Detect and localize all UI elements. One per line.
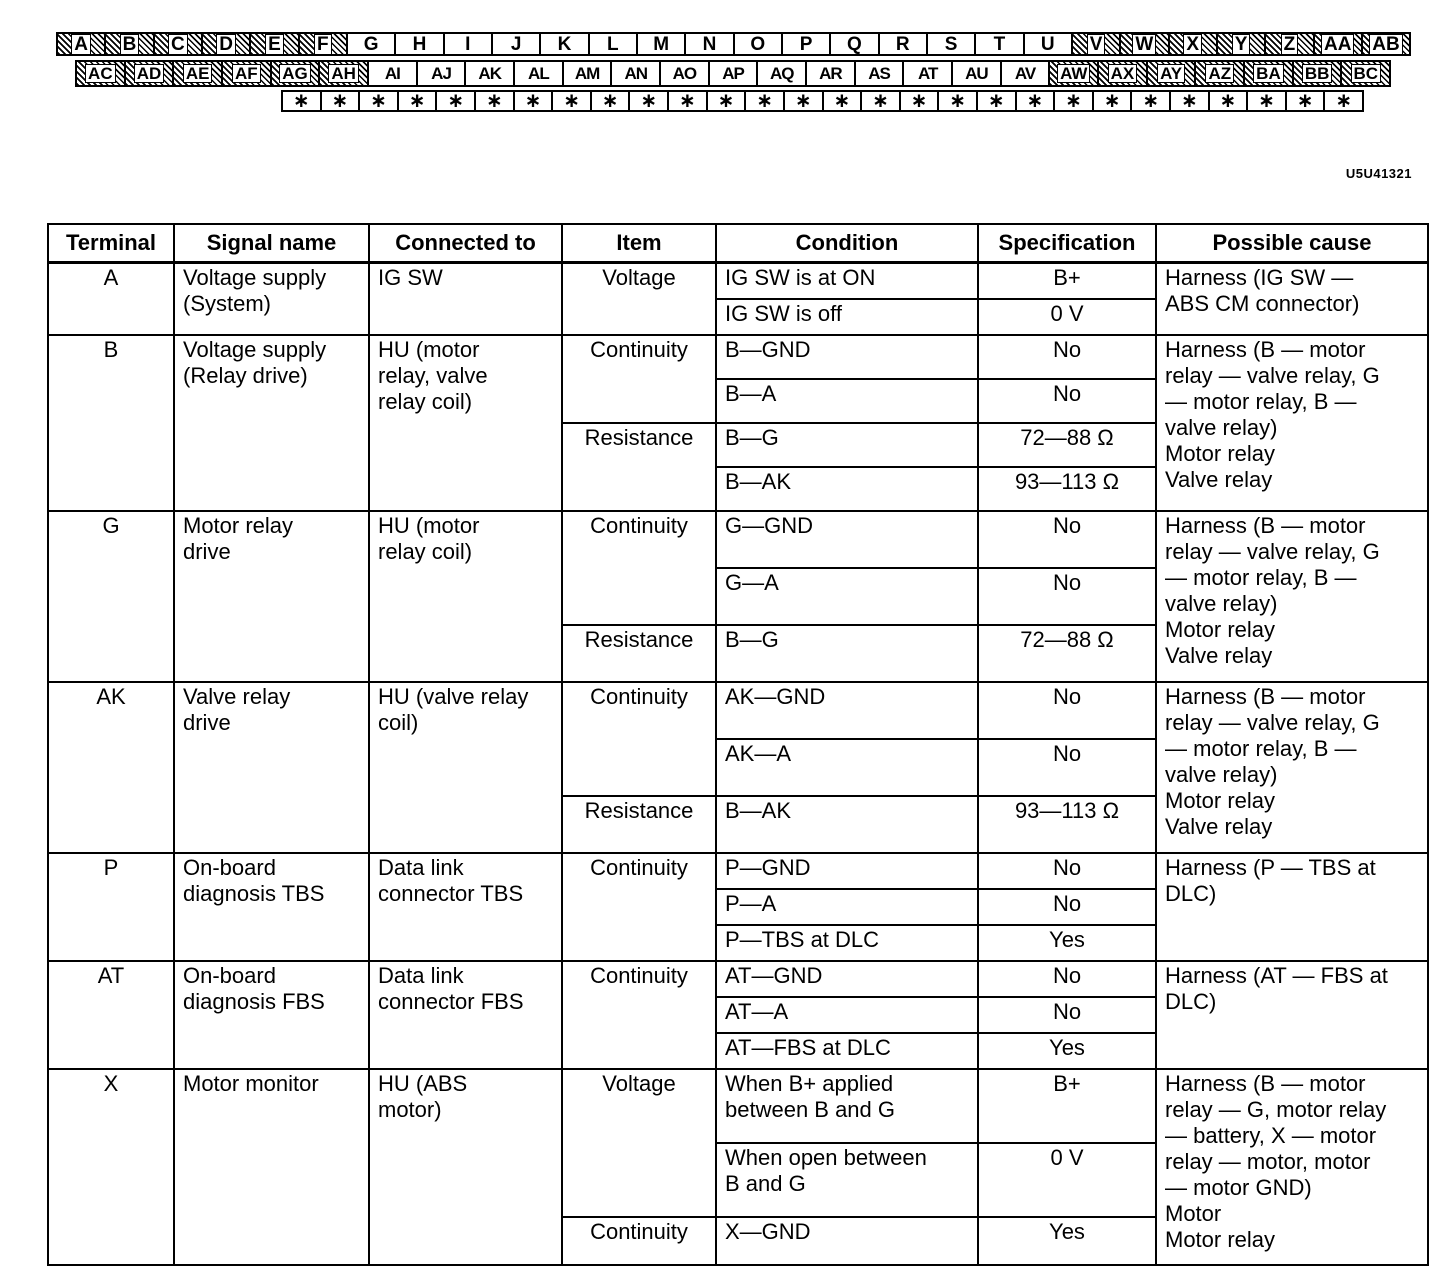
pin-label: L bbox=[606, 33, 619, 55]
pin-label: AT bbox=[918, 64, 938, 83]
pin-label: O bbox=[750, 33, 766, 55]
specification-cell: 93—113 Ω bbox=[978, 796, 1156, 853]
pin-label: AF bbox=[232, 64, 261, 83]
connector-pin bbox=[320, 90, 361, 112]
condition-cell: B—AK bbox=[716, 467, 978, 511]
connector-pin bbox=[221, 60, 272, 87]
pin-label: ∗ bbox=[833, 90, 851, 112]
connected-to-cell: Data link connector FBS bbox=[369, 961, 562, 1069]
pin-label: AC bbox=[85, 64, 116, 83]
connector-pin bbox=[124, 60, 175, 87]
header-condition: Condition bbox=[716, 224, 978, 263]
connector-pin bbox=[1053, 90, 1094, 112]
specification-cell: No bbox=[978, 379, 1156, 423]
connector-pin bbox=[733, 32, 783, 56]
signal-name-cell: On-board diagnosis TBS bbox=[174, 853, 369, 961]
condition-cell: When open between B and G bbox=[716, 1143, 978, 1217]
possible-cause-cell: Harness (B — motor relay — valve relay, G — motor relay, B — valve relay) Motor relay Valve relay bbox=[1156, 511, 1428, 682]
pin-label: V bbox=[1087, 34, 1106, 55]
connector-pin bbox=[464, 60, 515, 87]
item-cell: Continuity bbox=[562, 682, 716, 796]
connector-pin bbox=[1285, 90, 1326, 112]
specification-cell: No bbox=[978, 682, 1156, 739]
pin-label: ∗ bbox=[408, 90, 426, 112]
item-cell: Resistance bbox=[562, 796, 716, 853]
pin-label: AS bbox=[868, 64, 890, 83]
item-cell: Continuity bbox=[562, 853, 716, 961]
connector-pin bbox=[610, 60, 661, 87]
connected-to-cell: IG SW bbox=[369, 263, 562, 335]
pin-label: U bbox=[1040, 33, 1055, 55]
connector-pin bbox=[1292, 60, 1343, 87]
connector-pin bbox=[854, 60, 905, 87]
connector-pin bbox=[628, 90, 669, 112]
connector-pin bbox=[829, 32, 879, 56]
header-signal-name: Signal name bbox=[174, 224, 369, 263]
connector-pin bbox=[1313, 32, 1363, 56]
specification-cell: Yes bbox=[978, 1033, 1156, 1069]
connector-pin bbox=[902, 60, 953, 87]
pin-label: T bbox=[993, 33, 1006, 55]
pin-label: ∗ bbox=[563, 90, 580, 112]
specification-cell: 93—113 Ω bbox=[978, 467, 1156, 511]
pin-label: ∗ bbox=[756, 90, 773, 112]
pin-label: AA bbox=[1321, 34, 1354, 55]
pin-label: Z bbox=[1281, 34, 1299, 55]
pin-label: H bbox=[412, 33, 427, 55]
condition-cell: X—GND bbox=[716, 1217, 978, 1265]
specification-cell: No bbox=[978, 853, 1156, 889]
possible-cause-cell: Harness (AT — FBS at DLC) bbox=[1156, 961, 1428, 1069]
terminal-cell: A bbox=[48, 263, 174, 335]
connector-pin bbox=[201, 32, 251, 56]
connector-pin bbox=[394, 32, 444, 56]
pin-label: ∗ bbox=[1065, 90, 1082, 112]
pin-label: AW bbox=[1057, 64, 1090, 83]
pin-label: M bbox=[653, 33, 670, 55]
pin-label: ∗ bbox=[872, 90, 889, 112]
condition-cell: AK—A bbox=[716, 739, 978, 796]
pin-label: E bbox=[265, 34, 284, 55]
pin-label: AH bbox=[328, 64, 359, 83]
connector-pin bbox=[937, 90, 978, 112]
pin-label: AB bbox=[1369, 34, 1402, 55]
pin-label: ∗ bbox=[370, 90, 387, 112]
connector-pin bbox=[1015, 90, 1056, 112]
connector-pin bbox=[926, 32, 976, 56]
pin-label: K bbox=[557, 33, 572, 55]
connected-to-cell: HU (valve relay coil) bbox=[369, 682, 562, 853]
connector-pin bbox=[298, 32, 348, 56]
connector-pin bbox=[1071, 32, 1121, 56]
specification-cell: B+ bbox=[978, 263, 1156, 299]
possible-cause-cell: Harness (B — motor relay — G, motor relay — battery, X — motor relay — motor, motor — motor GND) Motor Motor relay bbox=[1156, 1069, 1428, 1265]
terminal-cell: X bbox=[48, 1069, 174, 1265]
connector-pin bbox=[684, 32, 734, 56]
pin-label: ∗ bbox=[640, 90, 658, 112]
signal-name-cell: On-board diagnosis FBS bbox=[174, 961, 369, 1069]
connector-pin bbox=[1168, 32, 1218, 56]
connected-to-cell: HU (ABS motor) bbox=[369, 1069, 562, 1265]
specification-cell: Yes bbox=[978, 925, 1156, 961]
condition-cell: IG SW is at ON bbox=[716, 263, 978, 299]
connector-pin bbox=[153, 32, 203, 56]
pin-label: ∗ bbox=[1103, 90, 1121, 112]
pin-label: ∗ bbox=[485, 90, 503, 112]
pin-label: ∗ bbox=[987, 90, 1005, 112]
connector-pin bbox=[878, 32, 928, 56]
table-row bbox=[48, 853, 1428, 889]
condition-cell: P—GND bbox=[716, 853, 978, 889]
connector-pin bbox=[783, 90, 824, 112]
pin-label: AZ bbox=[1205, 64, 1234, 83]
signal-name-cell: Motor monitor bbox=[174, 1069, 369, 1265]
connector-pin bbox=[899, 90, 940, 112]
pin-label: AK bbox=[478, 64, 501, 83]
pin-label: AU bbox=[965, 64, 988, 83]
condition-cell: IG SW is off bbox=[716, 299, 978, 335]
signal-name-cell: Voltage supply (Relay drive) bbox=[174, 335, 369, 511]
pin-label: N bbox=[702, 33, 717, 55]
connected-to-cell: HU (motor relay, valve relay coil) bbox=[369, 335, 562, 511]
condition-cell: B—AK bbox=[716, 796, 978, 853]
pin-label: AY bbox=[1157, 64, 1185, 83]
connector-pin bbox=[75, 60, 126, 87]
connector-pin bbox=[822, 90, 863, 112]
terminal-inspection-table bbox=[47, 223, 1429, 1266]
pin-label: AP bbox=[722, 64, 744, 83]
connector-pin bbox=[513, 90, 554, 112]
pin-label: AE bbox=[183, 64, 213, 83]
pin-label: ∗ bbox=[1335, 90, 1353, 112]
connector-pin bbox=[1323, 90, 1364, 112]
specification-cell: No bbox=[978, 568, 1156, 625]
connector-pin bbox=[1048, 60, 1099, 87]
connector-pin bbox=[416, 60, 467, 87]
pin-label: ∗ bbox=[679, 90, 696, 112]
connector-pin bbox=[474, 90, 515, 112]
pin-label: G bbox=[363, 33, 379, 55]
pin-label: ∗ bbox=[717, 90, 735, 112]
specification-cell: 0 V bbox=[978, 299, 1156, 335]
pin-label: ∗ bbox=[1219, 90, 1237, 112]
condition-cell: When B+ applied between B and G bbox=[716, 1069, 978, 1143]
pin-label: S bbox=[944, 33, 958, 55]
condition-cell: G—GND bbox=[716, 511, 978, 568]
pin-label: AN bbox=[624, 64, 647, 83]
possible-cause-cell: Harness (B — motor relay — valve relay, G — motor relay, B — valve relay) Motor relay Valve relay bbox=[1156, 335, 1428, 511]
item-cell: Continuity bbox=[562, 511, 716, 625]
pin-label: BA bbox=[1253, 64, 1284, 83]
connector-pin bbox=[318, 60, 369, 87]
pin-label: ∗ bbox=[1180, 90, 1198, 112]
connector-pin bbox=[346, 32, 396, 56]
pin-label: AI bbox=[384, 64, 400, 83]
connector-pin bbox=[706, 90, 747, 112]
connector-pin bbox=[667, 90, 708, 112]
specification-cell: No bbox=[978, 889, 1156, 925]
connector-pin bbox=[781, 32, 831, 56]
header-possible-cause: Possible cause bbox=[1156, 224, 1428, 263]
connector-pin bbox=[756, 60, 807, 87]
pin-label: ∗ bbox=[331, 90, 349, 112]
condition-cell: AT—GND bbox=[716, 961, 978, 997]
pin-label: AR bbox=[819, 64, 842, 83]
condition-cell: G—A bbox=[716, 568, 978, 625]
specification-cell: No bbox=[978, 511, 1156, 568]
item-cell: Continuity bbox=[562, 961, 716, 1069]
connector-pin bbox=[636, 32, 686, 56]
connector-pin bbox=[805, 60, 856, 87]
connector-pin bbox=[1264, 32, 1314, 56]
item-cell: Resistance bbox=[562, 423, 716, 511]
specification-cell: 0 V bbox=[978, 1143, 1156, 1217]
header-terminal: Terminal bbox=[48, 224, 174, 263]
condition-cell: AK—GND bbox=[716, 682, 978, 739]
connector-pin bbox=[539, 32, 589, 56]
pin-label: ∗ bbox=[1258, 90, 1275, 112]
connector-pin bbox=[281, 90, 322, 112]
pin-label: P bbox=[799, 33, 813, 55]
connector-pin bbox=[270, 60, 321, 87]
connector-pin bbox=[443, 32, 493, 56]
connector-pin bbox=[358, 90, 399, 112]
pin-label: W bbox=[1132, 34, 1156, 55]
connector-pin bbox=[860, 90, 901, 112]
header-item: Item bbox=[562, 224, 716, 263]
connector-pin bbox=[976, 90, 1017, 112]
table-row bbox=[48, 1069, 1428, 1143]
table-row bbox=[48, 335, 1428, 379]
connector-pin bbox=[513, 60, 564, 87]
pin-label: R bbox=[895, 33, 910, 55]
pin-label: AV bbox=[1014, 64, 1036, 83]
connector-pin bbox=[1146, 60, 1197, 87]
terminal-cell: G bbox=[48, 511, 174, 682]
pin-label: AQ bbox=[769, 64, 794, 83]
pin-label: C bbox=[168, 34, 188, 55]
signal-name-cell: Motor relay drive bbox=[174, 511, 369, 682]
pin-label: ∗ bbox=[794, 90, 812, 112]
possible-cause-cell: Harness (B — motor relay — valve relay, G — motor relay, B — valve relay) Motor relay Valve relay bbox=[1156, 682, 1428, 853]
terminal-cell: P bbox=[48, 853, 174, 961]
connector-pin bbox=[491, 32, 541, 56]
connector-pin bbox=[1119, 32, 1169, 56]
connector-pin bbox=[1130, 90, 1171, 112]
connector-pin-row-2 bbox=[77, 60, 1391, 87]
condition-cell: B—G bbox=[716, 423, 978, 467]
item-cell: Continuity bbox=[562, 335, 716, 423]
signal-name-cell: Voltage supply (System) bbox=[174, 263, 369, 335]
condition-cell: B—GND bbox=[716, 335, 978, 379]
header-specification: Specification bbox=[978, 224, 1156, 263]
pin-label: F bbox=[314, 34, 332, 55]
pin-label: J bbox=[510, 33, 522, 55]
pin-label: AD bbox=[134, 64, 165, 83]
connector-pin-row-3 bbox=[283, 90, 1364, 112]
diagram-code: U5U41321 bbox=[1345, 166, 1412, 181]
table-header-row bbox=[48, 224, 1428, 263]
pin-label: AO bbox=[672, 64, 697, 83]
header-connected-to: Connected to bbox=[369, 224, 562, 263]
pin-label: ∗ bbox=[601, 90, 619, 112]
connected-to-cell: HU (motor relay coil) bbox=[369, 511, 562, 682]
connector-pin bbox=[1208, 90, 1249, 112]
pin-label: ∗ bbox=[910, 90, 928, 112]
pin-label: BB bbox=[1302, 64, 1333, 83]
connector-pin bbox=[1243, 60, 1294, 87]
item-cell: Voltage bbox=[562, 1069, 716, 1217]
connector-pin bbox=[1023, 32, 1073, 56]
connector-pin bbox=[249, 32, 299, 56]
specification-cell: No bbox=[978, 739, 1156, 796]
table-row bbox=[48, 682, 1428, 739]
pin-label: AG bbox=[279, 64, 311, 83]
table-row bbox=[48, 263, 1428, 299]
condition-cell: B—G bbox=[716, 625, 978, 682]
pin-label: ∗ bbox=[447, 90, 465, 112]
terminal-cell: AT bbox=[48, 961, 174, 1069]
terminal-cell: B bbox=[48, 335, 174, 511]
connector-pin bbox=[974, 32, 1024, 56]
specification-cell: 72—88 Ω bbox=[978, 423, 1156, 467]
pin-label: I bbox=[465, 33, 471, 55]
condition-cell: AT—A bbox=[716, 997, 978, 1033]
signal-name-cell: Valve relay drive bbox=[174, 682, 369, 853]
pin-label: X bbox=[1183, 34, 1202, 55]
connector-pin bbox=[951, 60, 1002, 87]
specification-cell: No bbox=[978, 335, 1156, 379]
pin-label: B bbox=[120, 34, 140, 55]
connector-pin bbox=[397, 90, 438, 112]
pin-label: ∗ bbox=[1296, 90, 1314, 112]
pin-label: Y bbox=[1232, 34, 1251, 55]
pin-label: ∗ bbox=[949, 90, 967, 112]
connector-pin bbox=[562, 60, 613, 87]
connector-pin bbox=[172, 60, 223, 87]
pin-label: D bbox=[216, 34, 236, 55]
terminal-cell: AK bbox=[48, 682, 174, 853]
condition-cell: B—A bbox=[716, 379, 978, 423]
pin-label: AX bbox=[1108, 64, 1138, 83]
connector-pin bbox=[1361, 32, 1411, 56]
pin-label: BC bbox=[1351, 64, 1382, 83]
pin-label: ∗ bbox=[292, 90, 310, 112]
pin-label: AJ bbox=[431, 64, 451, 83]
table-row bbox=[48, 961, 1428, 997]
connector-pin bbox=[708, 60, 759, 87]
item-cell: Voltage bbox=[562, 263, 716, 335]
pin-label: ∗ bbox=[524, 90, 542, 112]
item-cell: Resistance bbox=[562, 625, 716, 682]
connector-pin bbox=[367, 60, 418, 87]
specification-cell: B+ bbox=[978, 1069, 1156, 1143]
condition-cell: P—TBS at DLC bbox=[716, 925, 978, 961]
connector-pin bbox=[588, 32, 638, 56]
connector-pin bbox=[744, 90, 785, 112]
connector-pin bbox=[1000, 60, 1051, 87]
connector-pin bbox=[1097, 60, 1148, 87]
condition-cell: P—A bbox=[716, 889, 978, 925]
possible-cause-cell: Harness (IG SW — ABS CM connector) bbox=[1156, 263, 1428, 335]
connector-pin bbox=[659, 60, 710, 87]
connector-pin bbox=[56, 32, 106, 56]
pin-label: ∗ bbox=[1142, 90, 1160, 112]
specification-cell: No bbox=[978, 961, 1156, 997]
condition-cell: AT—FBS at DLC bbox=[716, 1033, 978, 1069]
connected-to-cell: Data link connector TBS bbox=[369, 853, 562, 961]
connector-pin bbox=[1194, 60, 1245, 87]
connector-pin bbox=[104, 32, 154, 56]
pin-label: AM bbox=[574, 64, 600, 83]
connector-pin bbox=[435, 90, 476, 112]
connector-pin bbox=[1340, 60, 1391, 87]
specification-cell: 72—88 Ω bbox=[978, 625, 1156, 682]
specification-cell: Yes bbox=[978, 1217, 1156, 1265]
connector-pin-row-1 bbox=[58, 32, 1411, 56]
table-row bbox=[48, 511, 1428, 568]
connector-pin bbox=[551, 90, 592, 112]
possible-cause-cell: Harness (P — TBS at DLC) bbox=[1156, 853, 1428, 961]
specification-cell: No bbox=[978, 997, 1156, 1033]
pin-label: Q bbox=[847, 33, 862, 55]
pin-label: AL bbox=[528, 64, 549, 83]
item-cell: Continuity bbox=[562, 1217, 716, 1265]
connector-pin bbox=[1169, 90, 1210, 112]
connector-pin bbox=[590, 90, 631, 112]
connector-pin bbox=[1092, 90, 1133, 112]
pin-label: A bbox=[71, 34, 91, 55]
connector-pin bbox=[1246, 90, 1287, 112]
pin-label: ∗ bbox=[1026, 90, 1044, 112]
connector-pin bbox=[1216, 32, 1266, 56]
